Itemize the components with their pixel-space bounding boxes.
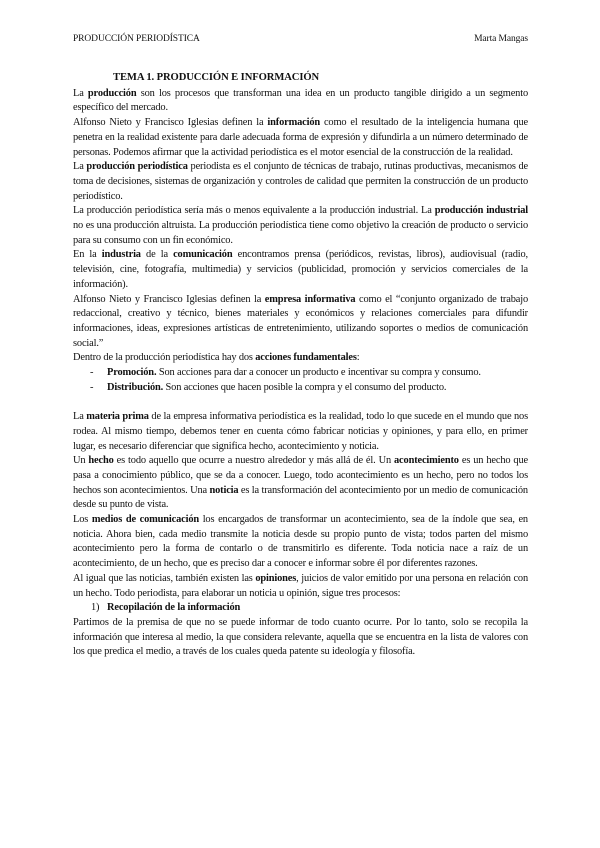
- term-noticia: noticia: [209, 484, 239, 496]
- term-informacion: información: [267, 117, 321, 129]
- header-course-title: PRODUCCIÓN PERIODÍSTICA: [73, 34, 200, 44]
- paragraph-empresa-informativa: Alfonso Nieto y Francisco Iglesias definen la empresa informativa como el “conjunto organizado de trabajo redaccional, creativo y técnico, bienes materiales y económicos y relaciones comerciales para difundir informaciones, ideas, expresiones artísticas de entretenimiento, utilizando soportes o medios de comunicación social.”: [73, 293, 528, 349]
- paragraph-acciones: Dentro de la producción periodística hay dos acciones fundamentales:: [73, 352, 360, 364]
- term-acontecimiento: acontecimiento: [394, 455, 459, 467]
- list-item: [73, 601, 528, 616]
- paragraph-materia-prima: La materia prima de la empresa informativa periodística es la realidad, todo lo que sucede en el mundo que nos rodea. Al mismo tiempo, debemos tener en cuenta cómo fabricar noticias y opiniones, y para ello, en primer lugar, es necesario diferenciar que significa hecho, acontecimiento y noticia.: [73, 411, 528, 452]
- action-term: Promoción.: [107, 367, 157, 379]
- term-industria: industria: [101, 249, 141, 261]
- paragraph-hecho-acontecimiento-noticia: Un hecho es todo aquello que ocurre a nuestro alrededor y más allá de él. Un acontecimiento es un hecho que pasa a conocimiento público, que se da a conocer. Luego, todo acontecimiento es un hecho, pero no todos los hechos son acontecimientos. Una noticia es la transformación del acontecimiento por un medio de comunicación desde su punto de vista.: [73, 455, 528, 511]
- paragraph-produccion-periodistica: La producción periodística periodista es el conjunto de técnicas de trabajo, rutinas productivas, mecanismos de toma de decisiones, sistemas de organización y controles de calidad que permiten la construcción de un producto periodístico.: [73, 161, 529, 202]
- term-hecho: hecho: [88, 455, 114, 467]
- processes-list: [73, 601, 528, 616]
- term-opiniones: opiniones: [255, 572, 297, 584]
- paragraph-produccion-industrial: La producción periodística sería más o menos equivalente a la producción industrial. La producción industrial no es una producción altruista. La producción periodística tiene como objetivo la creación de producto o servicio para su consumo con un fin económico.: [73, 205, 529, 246]
- chapter-title: TEMA 1. PRODUCCIÓN E INFORMACIÓN: [113, 72, 320, 83]
- term-empresa-informativa: empresa informativa: [264, 293, 356, 305]
- action-term: Distribución.: [107, 381, 164, 393]
- term-acciones-fundamentales: acciones fundamentales: [255, 352, 357, 364]
- paragraph-spacer: [73, 395, 528, 410]
- term-medios-comunicacion: medios de comunicación: [91, 514, 199, 526]
- paragraph-produccion: La producción son los procesos que transforman una idea en un producto tangible dirigido a un segmento específico del mercado.: [73, 87, 528, 114]
- paragraph-recopilacion: Partimos de la premisa de que no se puede informar de todo cuanto ocurre. Por lo tanto, solo se recopila la información que interesa al medio, la que considera relevante, aquella que se encuentra en la lista de valores con los que predica el medio, a través de los cuales queda patente su ideología y filosofía.: [73, 617, 528, 658]
- paragraph-industria-comunicacion: En la industria de la comunicación encontramos prensa (periódicos, revistas, libros), audiovisual (radio, televisión, cine, fotografía, multimedia) y servicios (publicidad, promoción y servicios comerciales de la información).: [73, 249, 528, 290]
- actions-list: [73, 366, 528, 395]
- paragraph-medios-comunicacion: Los medios de comunicación los encargados de transformar un acontecimiento, sea de la índole que sea, en noticia. Ahora bien, cada medio transmite la noticia desde su propio punto de vista; todos parten del mismo acontecimiento pero la forma de contarlo o de transmitirlo es diferente. Toda noticia nace a raíz de un acontecimiento, de un hecho, que es preciso dar a conocer e informar sobre él por diferentes razones.: [73, 514, 528, 570]
- list-number: 1): [91, 602, 100, 614]
- term-produccion-industrial: producción industrial: [434, 205, 529, 217]
- page-header: [73, 34, 528, 44]
- paragraph-informacion: Alfonso Nieto y Francisco Iglesias definen la información como el resultado de la inteligencia humana que penetra en la realidad existente para darle adecuada forma de expresión y difundirla a un número determinado de personas. Podemos afirmar que la actividad periodística es el motor esencial de la construcción de la realidad.: [73, 117, 529, 158]
- document-body: [73, 71, 528, 660]
- list-item: - Promoción. Son acciones para dar a conocer un producto e incentivar su compra y consumo.: [73, 366, 528, 381]
- term-materia-prima: materia prima: [86, 411, 149, 423]
- list-item: - Distribución. Son acciones que hacen posible la compra y el consumo del producto.: [73, 381, 528, 396]
- term-produccion: producción: [87, 87, 137, 99]
- paragraph-opiniones: Al igual que las noticias, también existen las opiniones, juicios de valor emitido por una persona en relación con un hecho. Todo periodista, para elaborar un noticia u opinión, sigue tres procesos:: [73, 572, 528, 599]
- header-author: Marta Mangas: [474, 34, 528, 44]
- process-heading: Recopilación de la información: [107, 602, 241, 614]
- term-comunicacion: comunicación: [173, 249, 233, 261]
- term-produccion-periodistica: producción periodística: [86, 161, 188, 173]
